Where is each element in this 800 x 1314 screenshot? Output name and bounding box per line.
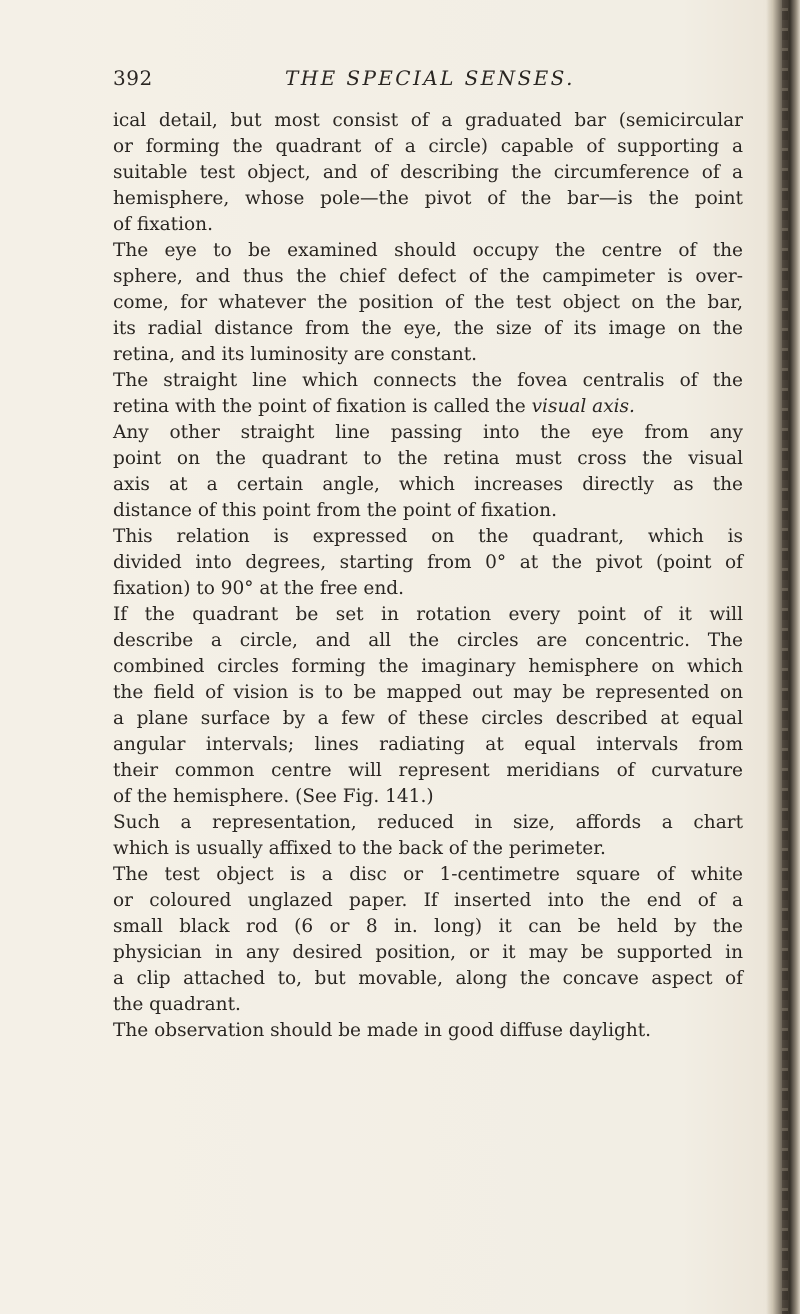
binding-texture (782, 0, 788, 1314)
text-line-content: or forming the quadrant of a circle) capable of supporting a (113, 136, 743, 157)
text-line-content: The straight line which connects the fovea centralis of the (113, 370, 743, 391)
text-line (113, 550, 743, 576)
text-line-content: point on the quadrant to the retina must cross the visual (113, 448, 743, 469)
text-line-content: The test object is a disc or 1-centimetre square of white (113, 864, 743, 885)
text-line-content: suitable test object, and of describing the circumference of a (113, 162, 743, 183)
text-line (113, 238, 743, 264)
text-line (113, 862, 743, 888)
text-line (113, 940, 743, 966)
text-line (113, 264, 743, 290)
text-line-content: sphere, and thus the chief defect of the campimeter is over- (113, 266, 743, 287)
text-line (113, 1018, 743, 1044)
text-line-content: axis at a certain angle, which increases directly as the (113, 474, 743, 495)
text-line (113, 212, 743, 238)
text-line (113, 420, 743, 446)
text-line (113, 836, 743, 862)
text-line (113, 992, 743, 1018)
text-line-content: or coloured unglazed paper. If inserted into the end of a (113, 890, 743, 911)
text-line (113, 368, 743, 394)
text-line (113, 680, 743, 706)
text-line (113, 758, 743, 784)
text-line (113, 706, 743, 732)
text-line-content: physician in any desired position, or it may be supported in (113, 942, 743, 963)
text-line-content: The observation should be made in good diffuse daylight. (113, 1020, 652, 1041)
text-line-content: retina with the point of fixation is called the (113, 396, 532, 417)
text-line (113, 888, 743, 914)
page-header (113, 66, 753, 98)
text-line-content: of fixation. (113, 214, 213, 235)
text-line-content: The eye to be examined should occupy the centre of the (113, 240, 743, 261)
book-binding-edge (766, 0, 800, 1314)
text-line (113, 316, 743, 342)
italic-term: visual axis. (531, 396, 635, 417)
text-line-content: Such a representation, reduced in size, affords a chart (113, 812, 743, 833)
text-line (113, 186, 743, 212)
text-line (113, 602, 743, 628)
text-line (113, 966, 743, 992)
text-line-content: hemisphere, whose pole—the pivot of the bar—is the point (113, 188, 743, 209)
text-line (113, 784, 743, 810)
text-line-content: small black rod (6 or 8 in. long) it can be held by the (113, 916, 743, 937)
body-text (113, 108, 743, 1044)
text-line-content: fixation) to 90° at the free end. (113, 578, 405, 599)
text-line-content: Any other straight line passing into the eye from any (113, 422, 743, 443)
text-line-content: divided into degrees, starting from 0° at the pivot (point of (113, 552, 743, 573)
text-line-content: come, for whatever the position of the test object on the bar, (113, 292, 743, 313)
text-line (113, 498, 743, 524)
text-line (113, 134, 743, 160)
text-line (113, 628, 743, 654)
text-line-content: the quadrant. (113, 994, 241, 1015)
page-number: 392 (113, 66, 153, 90)
text-line-content: distance of this point from the point of fixation. (113, 500, 557, 521)
text-line (113, 290, 743, 316)
text-line-content: their common centre will represent meridians of curvature (113, 760, 743, 781)
text-line-content: which is usually affixed to the back of the perimeter. (113, 838, 606, 859)
text-line (113, 524, 743, 550)
text-line-content: combined circles forming the imaginary hemisphere on which (113, 656, 743, 677)
text-line (113, 654, 743, 680)
text-line-content: its radial distance from the eye, the size of its image on the (113, 318, 743, 339)
text-line (113, 394, 743, 420)
text-line (113, 914, 743, 940)
text-line (113, 810, 743, 836)
text-line (113, 342, 743, 368)
text-line-content: of the hemisphere. (See Fig. 141.) (113, 786, 434, 807)
running-title: THE SPECIAL SENSES. (285, 66, 575, 90)
text-line-content: a clip attached to, but movable, along the concave aspect of (113, 968, 743, 989)
text-line (113, 446, 743, 472)
text-line (113, 160, 743, 186)
text-line-content: retina, and its luminosity are constant. (113, 344, 478, 365)
text-line-content: This relation is expressed on the quadrant, which is (113, 526, 743, 547)
text-line-content: If the quadrant be set in rotation every point of it will (113, 604, 743, 625)
text-line (113, 108, 743, 134)
text-line (113, 576, 743, 602)
text-line-content: ical detail, but most consist of a graduated bar (semicircular (113, 110, 743, 131)
text-line-content: a plane surface by a few of these circles described at equal (113, 708, 743, 729)
text-line-content: angular intervals; lines radiating at equal intervals from (113, 734, 743, 755)
text-line-content: describe a circle, and all the circles are concentric. The (113, 630, 743, 651)
text-line-content: the field of vision is to be mapped out may be represented on (113, 682, 743, 703)
text-line (113, 732, 743, 758)
text-line (113, 472, 743, 498)
